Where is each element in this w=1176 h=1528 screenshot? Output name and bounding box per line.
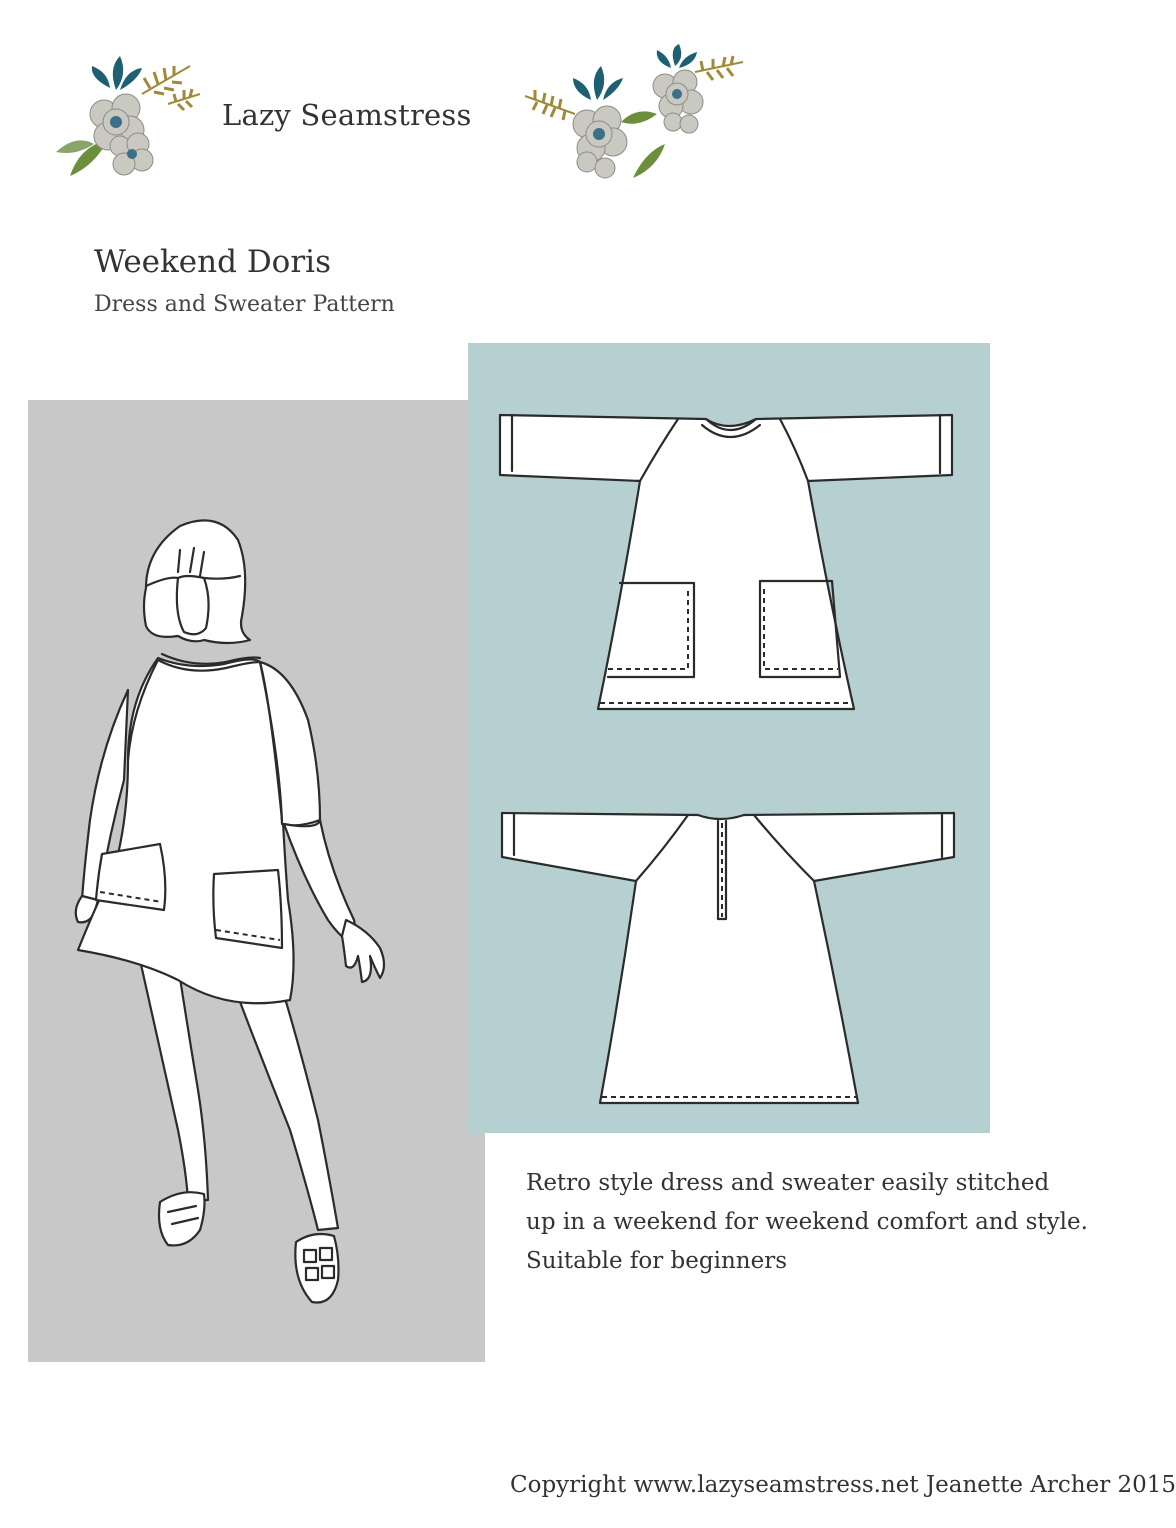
description-line: Retro style dress and sweater easily stitched — [526, 1170, 1050, 1196]
pattern-title: Weekend Doris — [94, 244, 331, 280]
floral-sprig-icon — [525, 44, 750, 189]
brand-name: Lazy Seamstress — [222, 98, 472, 132]
description-line: Suitable for beginners — [526, 1248, 787, 1274]
pattern-subtitle: Dress and Sweater Pattern — [94, 292, 395, 317]
floral-sprig-icon — [50, 48, 210, 188]
back-view-drawing — [468, 343, 990, 1133]
copyright-notice: Copyright www.lazyseamstress.net Jeanette Archer 2015 — [510, 1472, 1176, 1498]
figure-sketch — [28, 400, 485, 1362]
pattern-description — [526, 1164, 1088, 1281]
description-line: up in a weekend for weekend comfort and style. — [526, 1209, 1088, 1235]
